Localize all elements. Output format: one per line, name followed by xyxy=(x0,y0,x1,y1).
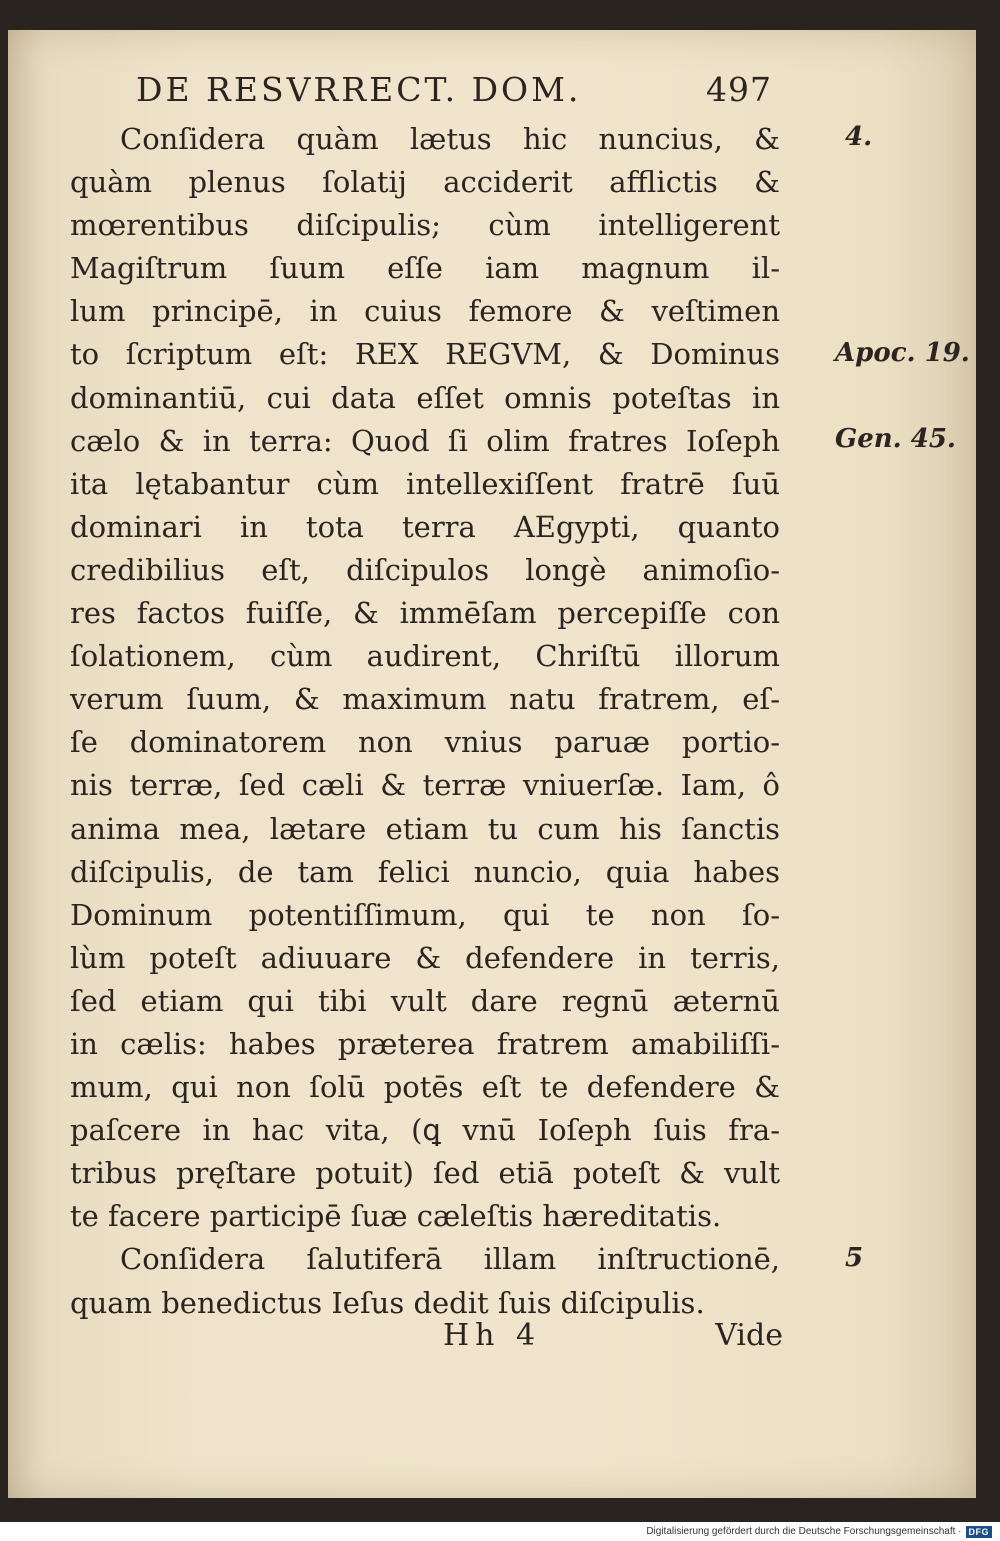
text-line: ſolationem, cùm audirent, Chriſtū illorum xyxy=(70,639,780,674)
running-head-title: DE RESVRRECT. DOM. xyxy=(136,70,582,109)
text-line: ſed etiam qui tibi vult dare regnū æternū xyxy=(70,983,780,1018)
margin-note: 4. xyxy=(845,122,873,152)
text-line: anima mea, lætare etiam tu cum his ſanctis xyxy=(70,811,780,846)
text-line: dominari in tota terra AEgypti, quanto xyxy=(70,509,780,544)
running-head xyxy=(136,70,772,118)
text-line: diſcipulis, de tam felici nuncio, quia habes xyxy=(70,854,780,889)
text-line: tribus pręſtare potuit) ſed etiā poteſt & vult xyxy=(70,1156,780,1191)
credit-text: Digitalisierung gefördert durch die Deutsche Forschungsgemeinschaft · xyxy=(646,1526,962,1537)
credit-bar xyxy=(0,1522,1000,1541)
book-page xyxy=(8,30,976,1498)
text-line: verum ſuum, & maximum natu fratrem, eſ- xyxy=(70,682,780,717)
text-line: in cælis: habes præterea fratrem amabiliſſi- xyxy=(70,1026,780,1061)
text-line: mum, qui non ſolū potēs eſt te defendere & xyxy=(70,1070,780,1105)
margin-note: 5 xyxy=(845,1242,864,1273)
text-line: ſe dominatorem non vnius paruæ portio- xyxy=(70,725,780,760)
text-line: lùm poteſt adiuuare & defendere in terris, xyxy=(70,940,780,975)
text-block xyxy=(70,70,970,1325)
margin-note: Apoc. 19. xyxy=(835,337,970,368)
text-line: paſcere in hac vita, (ꝗ vnū Ioſeph ſuis fra- xyxy=(70,1113,780,1148)
dfg-logo: DFG xyxy=(966,1526,993,1538)
text-line: te facere participē ſuæ cæleſtis hæreditatis. xyxy=(70,1199,722,1234)
margin-note: Gen. 45. xyxy=(835,423,956,454)
text-line: lum principē, in cuius femore & veſtimen xyxy=(70,294,780,329)
text-line: Conſidera ſalutiferā illam inſtructionē, xyxy=(120,1242,780,1277)
page-footer xyxy=(443,1318,783,1353)
signature-mark: Hh 4 xyxy=(443,1318,542,1353)
text-line: mœrentibus diſcipulis; cùm intelligerent xyxy=(70,208,780,243)
text-line: ita lętabantur cùm intellexiſſent fratrē ſuū xyxy=(70,466,780,501)
text-line: quàm plenus ſolatij acciderit afflictis & xyxy=(70,165,780,200)
text-line: cælo & in terra: Quod ſi olim fratres Ioſeph xyxy=(70,423,780,458)
text-line: Dominum potentiſſimum, qui te non ſo- xyxy=(70,897,780,932)
text-line: Conſidera quàm lætus hic nuncius, & xyxy=(120,122,780,156)
text-line: nis terræ, ſed cæli & terræ vniuerſæ. Iam, ô xyxy=(70,768,780,803)
body-text xyxy=(70,118,780,1325)
text-line: Magiſtrum ſuum eſſe iam magnum il- xyxy=(70,251,780,286)
page-number: 497 xyxy=(706,70,772,109)
text-line: dominantiū, cui data eſſet omnis poteſtas in xyxy=(70,380,780,415)
text-line: credibilius eſt, diſcipulos longè animoſio- xyxy=(70,552,780,587)
catchword: Vide xyxy=(715,1318,783,1353)
text-line: quam benedictus Ieſus dedit ſuis diſcipulis. xyxy=(70,1285,705,1320)
text-line: res factos fuiſſe, & immēſam percepiſſe con xyxy=(70,596,780,631)
text-line: to ſcriptum eſt: REX REGVM, & Dominus xyxy=(70,337,780,372)
